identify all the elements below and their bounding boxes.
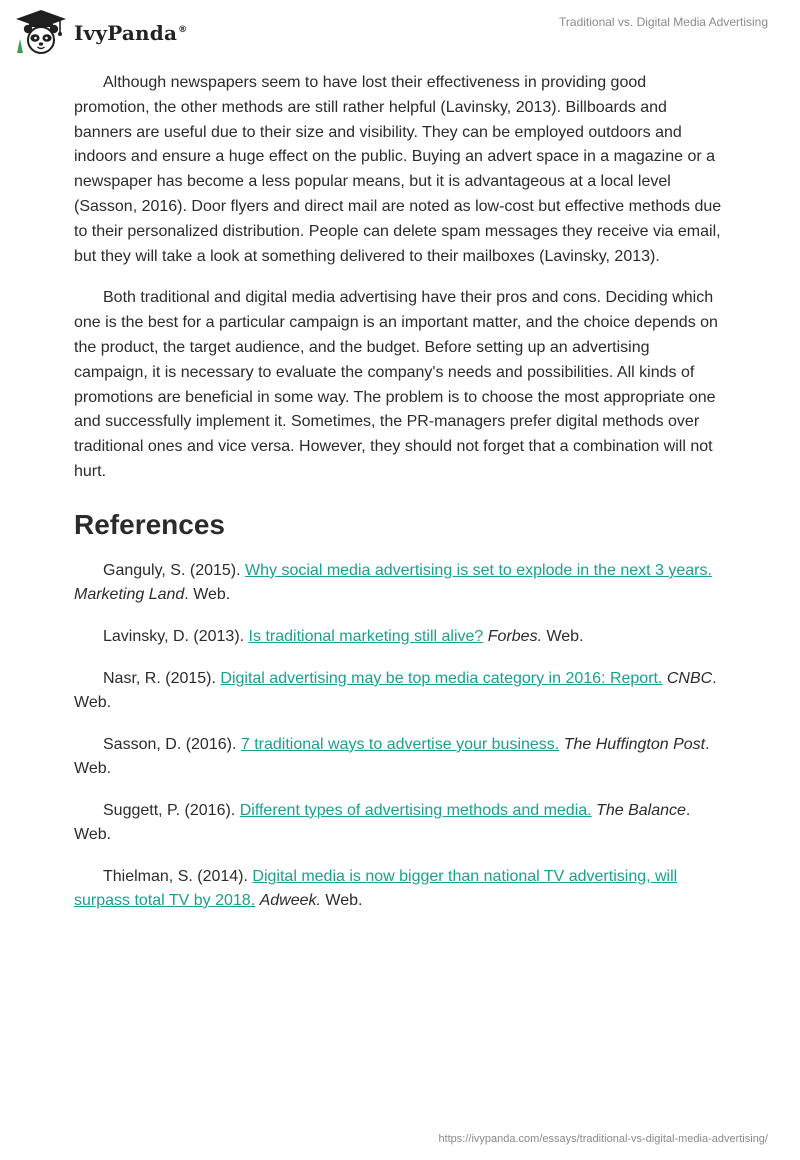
reference-author: Sasson, D. (2016). <box>103 735 237 753</box>
reference-link[interactable]: 7 traditional ways to advertise your business. <box>240 735 560 753</box>
ivypanda-logo[interactable] <box>14 9 187 55</box>
reference-item <box>74 733 724 781</box>
reference-publication: Forbes. <box>487 627 543 645</box>
reference-author: Nasr, R. (2015). <box>103 669 216 687</box>
reference-author: Ganguly, S. (2015). <box>103 561 241 579</box>
reference-author: Lavinsky, D. (2013). <box>103 627 245 645</box>
references-heading: References <box>74 508 225 540</box>
brand-name <box>74 21 187 45</box>
reference-link[interactable]: Why social media advertising is set to explode in the next 3 years. <box>245 561 712 579</box>
reference-link[interactable]: Digital media is now bigger than national TV advertising, will surpass total TV by 2018. <box>74 867 678 909</box>
document-title: Traditional vs. Digital Media Advertising <box>559 15 768 29</box>
reference-publication: Adweek. <box>259 891 321 909</box>
page-header <box>0 0 800 70</box>
reference-item <box>74 799 724 847</box>
reference-publication: The Balance <box>596 801 686 819</box>
reference-suffix: . Web. <box>74 669 717 711</box>
reference-link[interactable]: Digital advertising may be top media category in 2016: Report. <box>220 669 663 687</box>
reference-link[interactable]: Is traditional marketing still alive? <box>248 627 484 645</box>
reference-link[interactable]: Different types of advertising methods and media. <box>239 801 592 819</box>
body-paragraph: Although newspapers seem to have lost their effectiveness in providing good promotion, the other methods are still rather helpful (Lavinsky, 2013). Billboards and banners are useful due to their size and visibility. They can be employed outdoors and indoors and ensure a huge effect on the public. Buying an advert space in a magazine or a newspaper has become a less popular means, but it is advantageous at a local level (Sasson, 2016). Door flyers and direct mail are noted as low-cost but effective methods due to their personalized distribution. People can delete spam messages they receive via email, but they will take a look at something delivered to their mailboxes (Lavinsky, 2013). <box>74 74 722 265</box>
reference-item <box>74 667 724 715</box>
reference-author: Suggett, P. (2016). <box>103 801 236 819</box>
reference-publication: CNBC <box>666 669 713 687</box>
reference-item <box>74 625 724 649</box>
essay-content <box>74 71 724 931</box>
brand-text: IvyPanda <box>74 21 178 45</box>
reference-suffix: . Web. <box>74 801 691 843</box>
footer-url: https://ivypanda.com/essays/traditional-vs-digital-media-advertising/ <box>438 1133 768 1145</box>
reference-suffix: . Web. <box>74 735 710 777</box>
reference-publication: Marketing Land <box>74 585 185 603</box>
reference-publication: The Huffington Post <box>563 735 706 753</box>
body-paragraph: Both traditional and digital media advertising have their pros and cons. Deciding which one is the best for a particular campaign is an important matter, and the choice depends on the product, the target audience, and the budget. Before setting up an advertising campaign, it is necessary to evaluate the company's needs and possibilities. All kinds of promotions are beneficial in some way. The problem is to choose the most appropriate one and successfully implement it. Sometimes, the PR-managers prefer digital methods over traditional ones and vice versa. However, they should not forget that a combination will not hurt. <box>74 289 718 480</box>
reference-item <box>74 559 724 607</box>
registered-mark: ® <box>178 25 188 36</box>
reference-suffix: Web. <box>542 627 584 645</box>
reference-item <box>74 865 724 913</box>
panda-graduate-icon <box>14 9 68 55</box>
reference-suffix: Web. <box>320 891 363 909</box>
reference-author: Thielman, S. (2014). <box>103 867 248 885</box>
reference-suffix: . Web. <box>184 585 231 603</box>
